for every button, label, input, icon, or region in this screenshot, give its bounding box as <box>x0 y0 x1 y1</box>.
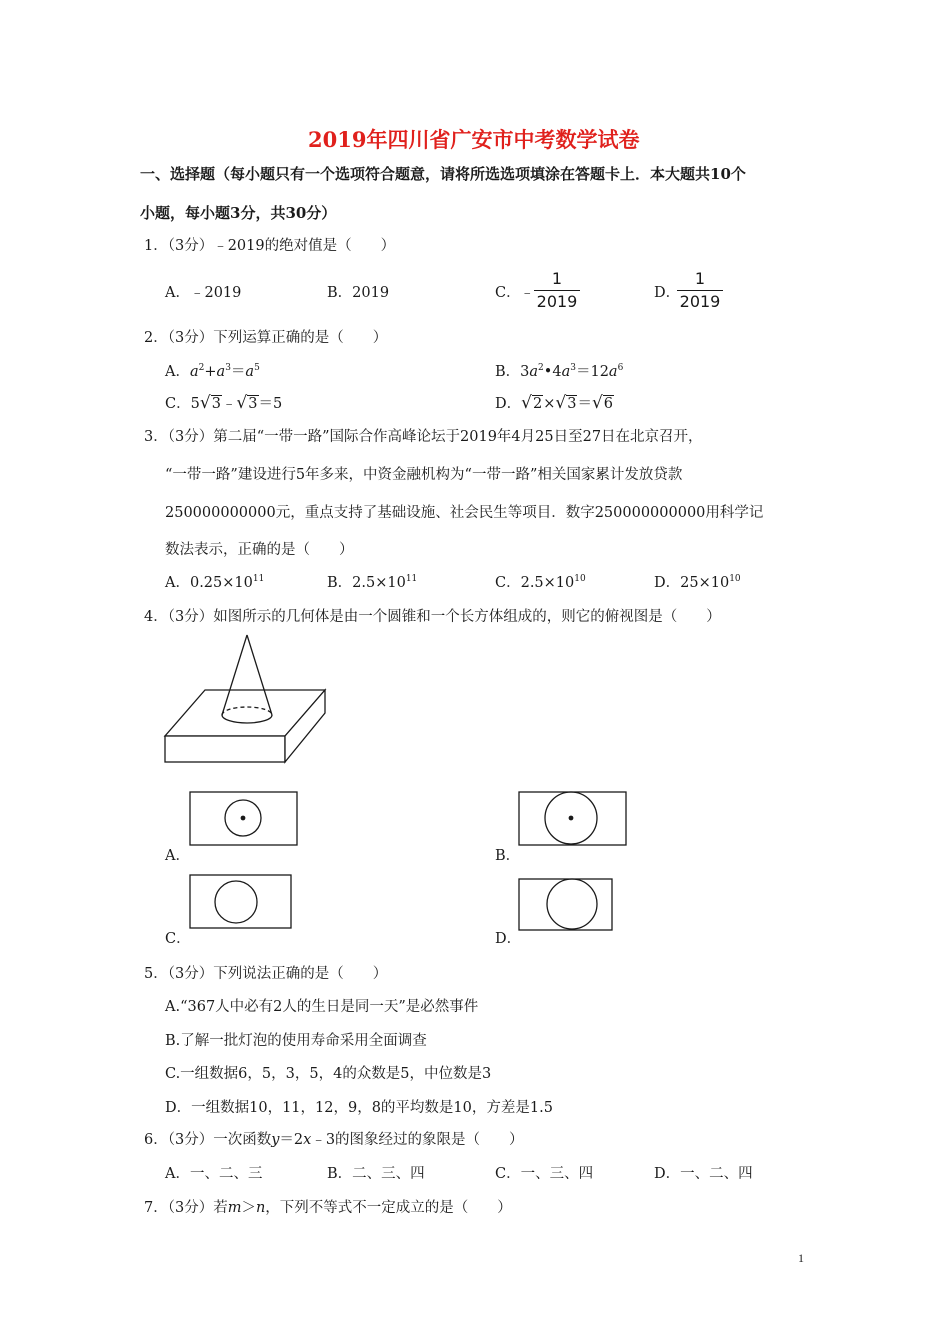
q4-option-a-figure <box>189 791 299 847</box>
section-heading-line2: 小题，每小题3分，共30分） <box>140 204 337 222</box>
q3-stem-line1: 3．（3分）第二届“一带一路”国际合作高峰论坛于2019年4月25日至27日在北京召开， <box>144 429 703 445</box>
q1-d-denominator: 2019 <box>679 292 721 311</box>
q6-option-b: B．二、三、四 <box>327 1166 425 1182</box>
page-number: 1 <box>798 1251 804 1265</box>
q4-option-a-label: A． <box>165 848 190 864</box>
q3-option-a: A．$0.25\times 10^{11}$ <box>165 574 265 591</box>
q4-option-b-figure <box>518 791 628 847</box>
q1-stem: 1．（3分）﹣2019的绝对值是（ ） <box>144 238 396 254</box>
section-heading-line1: 一、选择题（每小题只有一个选项符合题意，请将所选选项填涂在答题卡上．本大题共10个 <box>140 165 746 183</box>
fraction-bar <box>534 290 580 291</box>
q1-c-numerator: 1 <box>551 269 563 288</box>
q2-option-a: A．$a^2+a^3=a^5$ <box>165 363 260 380</box>
q7-stem: 7．（3分）若m＞n，下列不等式不一定成立的是（ ） <box>144 1200 512 1216</box>
q2-stem: 2．（3分）下列运算正确的是（ ） <box>144 330 388 346</box>
q1-option-a: A．﹣2019 <box>165 285 242 301</box>
q1-d-numerator: 1 <box>694 269 706 288</box>
q4-solid-figure <box>160 633 330 768</box>
q1-option-c-fraction <box>534 270 580 311</box>
q2-option-c: C．5√3﹣√3＝5 <box>165 393 283 413</box>
q3-stem-line2: “一带一路”建设进行5年多来，中资金融机构为“一带一路”相关国家累计发放贷款 <box>165 467 683 483</box>
q1-c-denominator: 2019 <box>536 292 578 311</box>
q6-option-d: D．一、二、四 <box>654 1166 753 1182</box>
q1-option-d-fraction <box>677 270 723 311</box>
q3-stem-line4: 数法表示，正确的是（ ） <box>165 542 354 558</box>
q1-option-d-label: D． <box>654 285 681 301</box>
q4-option-d-figure <box>518 878 614 932</box>
q5-option-a: A.“367人中必有2人的生日是同一天”是必然事件 <box>165 999 479 1015</box>
q4-option-b-label: B． <box>495 848 521 864</box>
q4-option-c-figure <box>189 874 293 930</box>
q4-option-d-label: D． <box>495 931 522 947</box>
q6-stem: 6．（3分）一次函数y＝2x﹣3的图象经过的象限是（ ） <box>144 1132 524 1148</box>
fraction-bar <box>677 290 723 291</box>
q4-stem: 4．（3分）如图所示的几何体是由一个圆锥和一个长方体组成的，则它的俯视图是（ ） <box>144 609 721 625</box>
q2-option-b: B．$3a^2•4a^3=12a^6$ <box>495 363 624 380</box>
q5-option-c: C.一组数据6，5，3，5，4的众数是5，中位数是3 <box>165 1066 492 1082</box>
q1-option-b: B．2019 <box>327 285 390 301</box>
q6-option-a: A．一、二、三 <box>165 1166 263 1182</box>
q3-option-d: D．$25\times 10^{10}$ <box>654 574 741 591</box>
q6-option-c: C．一、三、四 <box>495 1166 594 1182</box>
q2-option-d: D．√2×√3＝√6 <box>495 393 614 413</box>
q1-option-c-label: C． <box>495 285 521 301</box>
page-title: 2019年四川省广安市中考数学试卷 <box>308 127 640 152</box>
q5-option-b: B.了解一批灯泡的使用寿命采用全面调查 <box>165 1033 427 1049</box>
q3-stem-line3: 250000000000元，重点支持了基础设施、社会民生等项目．数字250000000000用科学记 <box>165 505 764 521</box>
q1-option-c-sign: ﹣ <box>520 285 535 301</box>
q3-option-b: B．$2.5\times 10^{11}$ <box>327 574 418 591</box>
q5-stem: 5．（3分）下列说法正确的是（ ） <box>144 966 388 982</box>
q4-option-c-label: C． <box>165 931 191 947</box>
q3-option-c: C．$2.5\times 10^{10}$ <box>495 574 586 591</box>
q5-option-d: D．一组数据10，11，12，9，8的平均数是10，方差是1.5 <box>165 1100 553 1116</box>
